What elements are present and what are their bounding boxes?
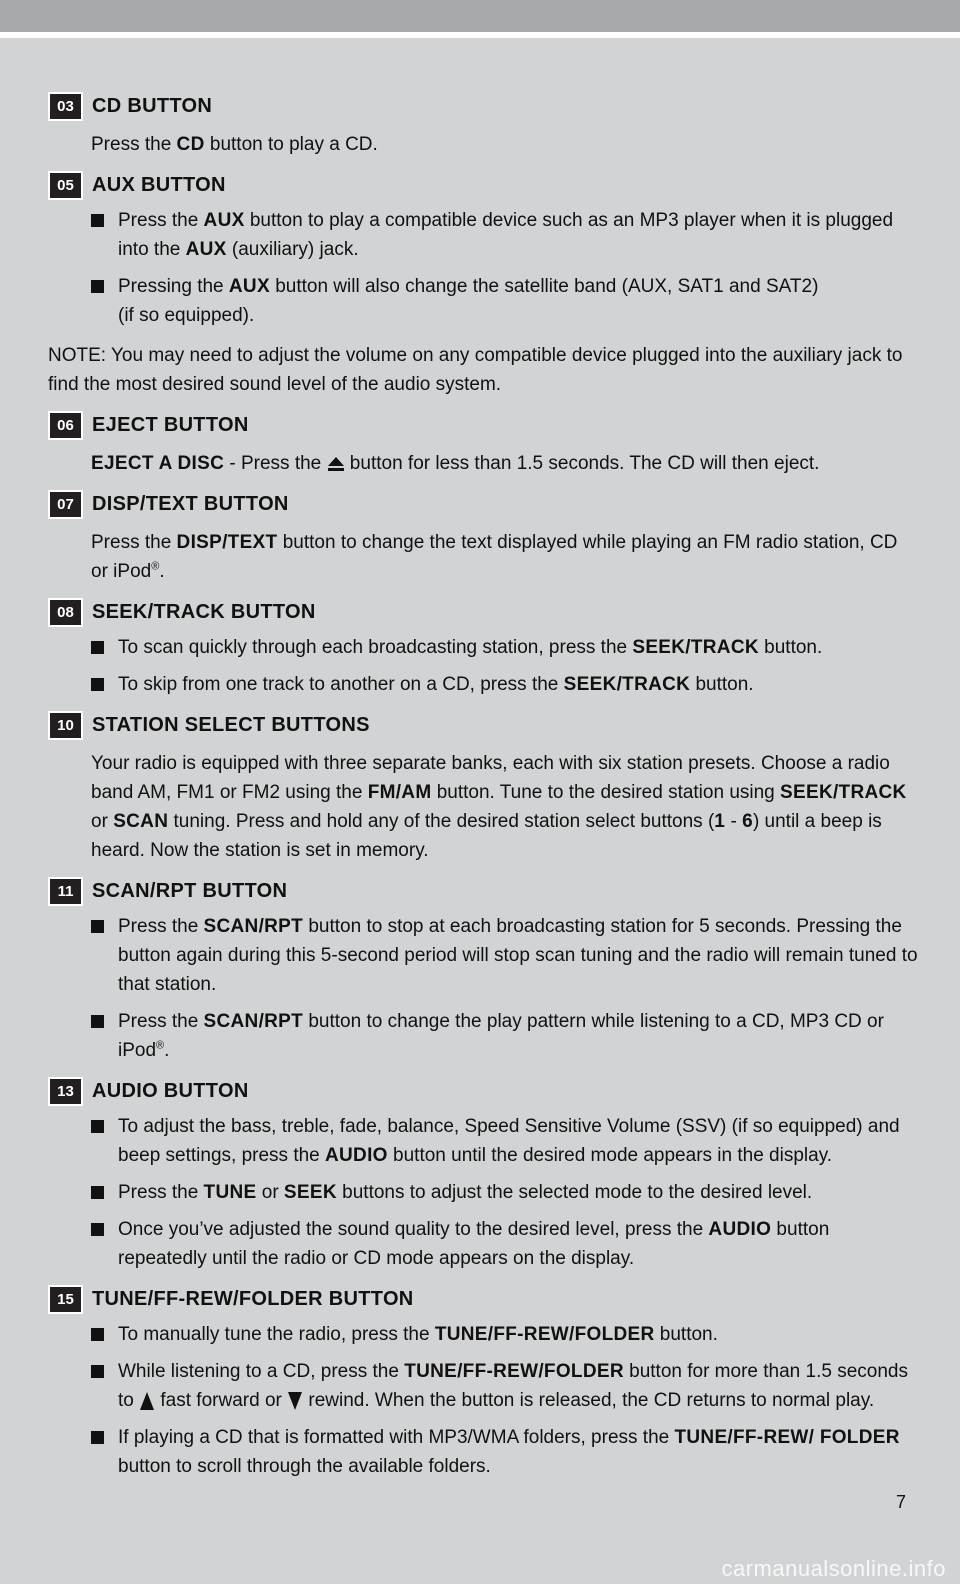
section-heading-cd — [48, 94, 918, 119]
page-number: 7 — [896, 1492, 907, 1512]
bullet-text: Press the SCAN/RPT button to change the play pattern while listening to a CD, MP3 CD or iPod®. — [118, 1011, 884, 1061]
section-title: DISP/TEXT BUTTON — [92, 493, 289, 515]
bullet-text: Press the AUX button to play a compatible device such as an MP3 player when it is plugged into the AUX (auxiliary) jack. — [118, 210, 894, 260]
bullet-square-icon — [91, 1015, 104, 1028]
bullet-item — [48, 912, 918, 999]
bullet-square-icon — [91, 1328, 104, 1341]
section-badge: 03 — [50, 94, 81, 119]
section-title: SCAN/RPT BUTTON — [92, 880, 288, 902]
bullet-square-icon — [91, 920, 104, 933]
bullet-item — [48, 633, 918, 662]
section-badge: 08 — [50, 600, 81, 625]
section-title: CD BUTTON — [92, 95, 213, 117]
bullet-text: Press the SCAN/RPT button to stop at each broadcasting station for 5 seconds. Pressing the button again during this 5-second period will stop scan tuning and the radio will remain tuned to that station. — [118, 916, 918, 995]
bullet-item — [48, 1178, 918, 1207]
section-heading-eject — [48, 413, 918, 438]
bullet-item — [48, 272, 918, 330]
section-heading-disp — [48, 492, 918, 517]
watermark: carmanualsonline.info — [721, 1556, 946, 1581]
paragraph: EJECT A DISC - Press the button for less than 1.5 seconds. The CD will then eject. — [91, 453, 820, 474]
bullet-item — [48, 1007, 918, 1065]
section-badge: 15 — [50, 1287, 81, 1312]
section-title: AUX BUTTON — [92, 174, 226, 196]
section-title: SEEK/TRACK BUTTON — [92, 601, 316, 623]
section-badge: 11 — [50, 879, 81, 904]
eject-icon — [327, 456, 345, 472]
bullet-text: To adjust the bass, treble, fade, balance, Speed Sensitive Volume (SSV) (if so equipped) and beep settings, press the AUDIO button until the desired mode appears in the display. — [118, 1116, 900, 1166]
bullet-item — [48, 1423, 918, 1481]
bullet-text: To manually tune the radio, press the TUNE/FF-REW/FOLDER button. — [118, 1324, 718, 1345]
bullet-square-icon — [91, 1365, 104, 1378]
section-heading-aux — [48, 173, 918, 198]
paragraph: Press the CD button to play a CD. — [91, 134, 378, 155]
header-divider — [0, 32, 960, 38]
bullet-text: Press the TUNE or SEEK buttons to adjust the selected mode to the desired level. — [118, 1182, 813, 1203]
bullet-square-icon — [91, 1223, 104, 1236]
section-title: TUNE/FF-REW/FOLDER BUTTON — [92, 1288, 414, 1310]
bullet-item — [48, 1357, 918, 1415]
paragraph: Press the DISP/TEXT button to change the text displayed while playing an FM radio station, CD or iPod®. — [91, 532, 898, 582]
section-heading-audio — [48, 1079, 918, 1104]
bullet-item — [48, 670, 918, 699]
page-content — [48, 94, 918, 1481]
bullet-item — [48, 1320, 918, 1349]
section-badge: 07 — [50, 492, 81, 517]
fast-forward-up-icon — [139, 1391, 155, 1411]
bullet-square-icon — [91, 280, 104, 293]
bullet-item — [48, 206, 918, 264]
section-badge: 05 — [50, 173, 81, 198]
bullet-text: While listening to a CD, press the TUNE/FF-REW/FOLDER button for more than 1.5 seconds to fast forward or rewind. When the button is released, the CD returns to normal play. — [118, 1361, 908, 1411]
section-heading-tune — [48, 1287, 918, 1312]
bullet-square-icon — [91, 1120, 104, 1133]
bullet-item — [48, 1215, 918, 1273]
section-badge: 06 — [50, 413, 81, 438]
bullet-square-icon — [91, 1431, 104, 1444]
bullet-square-icon — [91, 641, 104, 654]
bullet-text: Once you’ve adjusted the sound quality to the desired level, press the AUDIO button repeatedly until the radio or CD mode appears on the display. — [118, 1219, 830, 1269]
section-title: STATION SELECT BUTTONS — [92, 714, 370, 736]
bullet-item — [48, 1112, 918, 1170]
section-badge: 13 — [50, 1079, 81, 1104]
section-heading-scan — [48, 879, 918, 904]
bullet-square-icon — [91, 1186, 104, 1199]
section-title: EJECT BUTTON — [92, 414, 249, 436]
bullet-text: To skip from one track to another on a CD, press the SEEK/TRACK button. — [118, 674, 754, 695]
bullet-text: Pressing the AUX button will also change the satellite band (AUX, SAT1 and SAT2) (if so equipped). — [118, 276, 819, 326]
bullet-square-icon — [91, 678, 104, 691]
section-title: AUDIO BUTTON — [92, 1080, 249, 1102]
paragraph: Your radio is equipped with three separate banks, each with six station presets. Choose a radio band AM, FM1 or FM2 using the FM/AM button. Tune to the desired station using SEEK/TRACK or SCAN tuning. Press and hold any of the desired station select buttons (1 - 6) until a beep is heard. Now the station is set in memory. — [91, 753, 907, 861]
bullet-text: To scan quickly through each broadcasting station, press the SEEK/TRACK button. — [118, 637, 823, 658]
section-heading-station — [48, 713, 918, 738]
bullet-text: If playing a CD that is formatted with MP3/WMA folders, press the TUNE/FF-REW/ FOLDER button to scroll through the available folders. — [118, 1427, 900, 1477]
bullet-square-icon — [91, 214, 104, 227]
section-heading-seek — [48, 600, 918, 625]
note-text: NOTE: You may need to adjust the volume on any compatible device plugged into the auxiliary jack to find the most desired sound level of the audio system. — [48, 345, 903, 395]
rewind-down-icon — [287, 1391, 303, 1411]
header-bar — [0, 0, 960, 32]
section-badge: 10 — [50, 713, 81, 738]
